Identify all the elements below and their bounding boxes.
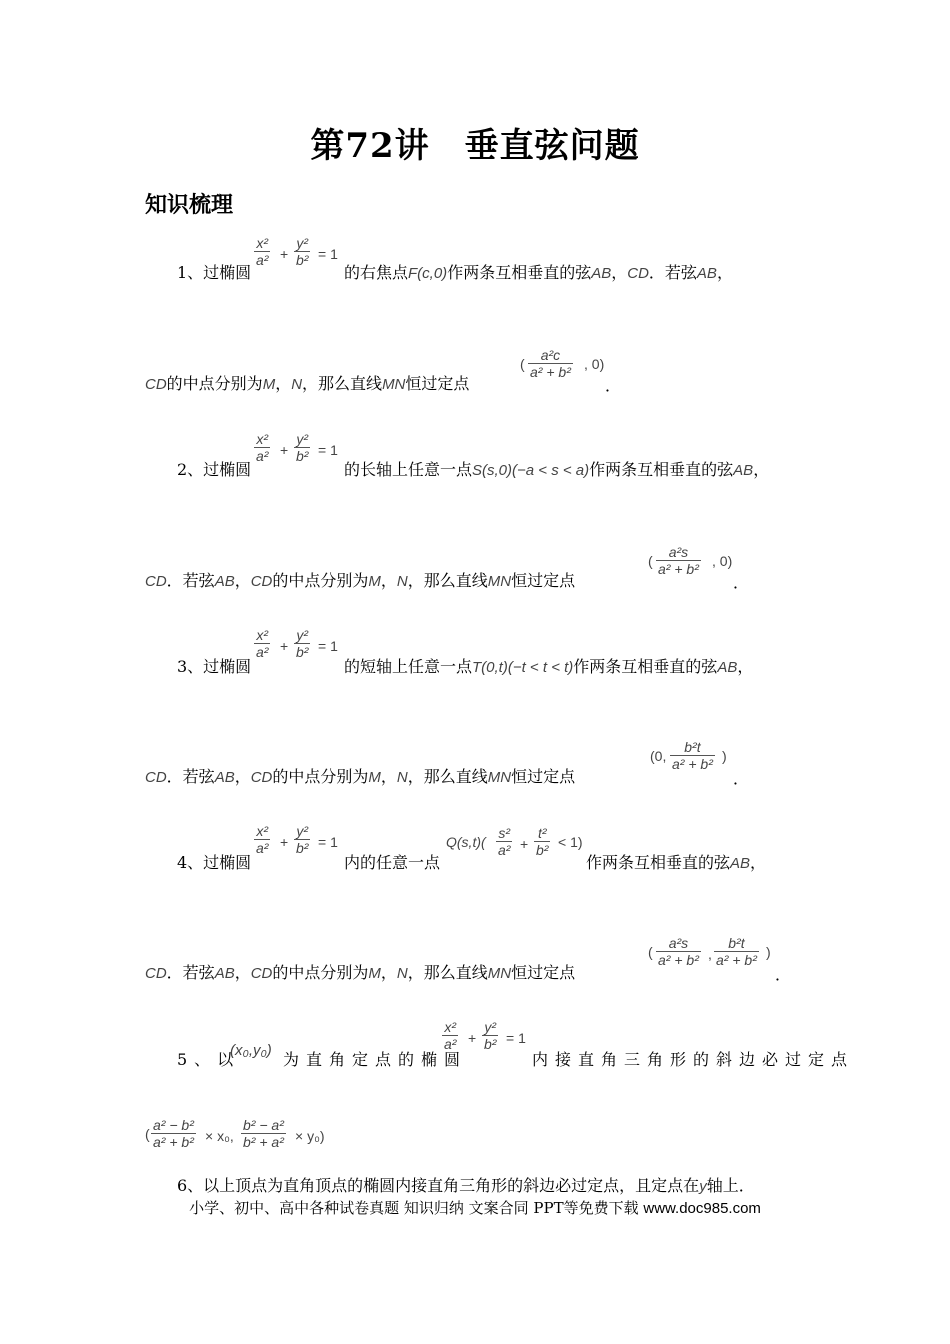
- page-title: 第72讲 垂直弦问题: [310, 126, 640, 166]
- fixed-point-1: ( $\frac{\text{a²c}}{\text{a² + b²}}$ , 0): [520, 347, 605, 380]
- ellipse-equation-5: $\frac{\text{x²}}{\text{a²}}$ + $\frac{\text{y²}}{\text{b²}}$ = 1: [444, 1019, 526, 1052]
- ellipse-equation-2: $\frac{\text{x²}}{\text{a²}}$ + $\frac{\text{y²}}{\text{b²}}$ = 1: [256, 431, 338, 464]
- fixed-point-4: ( $\frac{\text{a²s}}{\text{a² + b²}}$ , $\frac{\text{b²t}}{\text{a² + b²}}$ ): [648, 935, 771, 968]
- item-6: 6、以上顶点为直角顶点的椭圆内接直角三角形的斜边必过定点，且定点在y轴上．: [177, 1176, 755, 1195]
- item-2-end: ．: [733, 573, 750, 592]
- item-1-end: ．: [605, 376, 622, 395]
- item-1-line-2: CD的中点分别为M，N，那么直线MN恒过定点: [145, 374, 470, 393]
- item-2-line-2: CD．若弦AB，CD的中点分别为M，N，那么直线MN恒过定点: [145, 571, 576, 590]
- footer-link[interactable]: www.doc985.com: [643, 1200, 761, 1217]
- fixed-point-5: ( $\frac{\text{a² − b²}}{\text{a² + b²}}$ × x₀, $\frac{\text{b² − a²}}{\text{b² + a²}}$ × y₀): [145, 1117, 325, 1150]
- item-4-line-1c: 作两条互相垂直的弦AB，: [586, 853, 767, 872]
- ellipse-equation-3: $\frac{\text{x²}}{\text{a²}}$ + $\frac{\text{y²}}{\text{b²}}$ = 1: [256, 627, 338, 660]
- item-3-line-2: CD．若弦AB，CD的中点分别为M，N，那么直线MN恒过定点: [145, 767, 576, 786]
- item-5-line-1: 5、以: [177, 1050, 241, 1069]
- item-1-line-1: 1、过椭圆: [177, 263, 252, 282]
- item-4-line-1b: 内的任意一点: [344, 853, 441, 872]
- item-3-line-1: 3、过椭圆: [177, 657, 252, 676]
- item-3-end: ．: [733, 769, 750, 788]
- section-heading: 知识梳理: [145, 192, 234, 218]
- item-5-line-1c: 内接直角三角形的斜边必过定点: [532, 1050, 855, 1069]
- item-4-line-1: 4、过椭圆: [177, 853, 252, 872]
- point-x0-y0: (x₀,y₀): [230, 1042, 272, 1059]
- item-2-line-1b: 的长轴上任意一点S(s,0)(−a < s < a)作两条互相垂直的弦AB，: [344, 460, 770, 479]
- item-4-line-2: CD．若弦AB，CD的中点分别为M，N，那么直线MN恒过定点: [145, 963, 576, 982]
- item-3-line-1b: 的短轴上任意一点T(0,t)(−t < t < t)作两条互相垂直的弦AB，: [344, 657, 754, 676]
- fixed-point-2: ( $\frac{\text{a²s}}{\text{a² + b²}}$ , 0): [648, 544, 733, 577]
- point-Q-condition: Q(s,t)( $\frac{\text{s²}}{\text{a²}}$ + $\frac{\text{t²}}{\text{b²}}$ < 1): [446, 825, 583, 858]
- item-2-line-1: 2、过椭圆: [177, 460, 252, 479]
- ellipse-equation-4: $\frac{\text{x²}}{\text{a²}}$ + $\frac{\text{y²}}{\text{b²}}$ = 1: [256, 823, 338, 856]
- item-5-line-1b: 为直角定点的椭圆: [283, 1050, 468, 1069]
- fixed-point-3: (0, $\frac{\text{b²t}}{\text{a² + b²}}$ ): [650, 739, 727, 772]
- footer-text: 小学、初中、高中各种试卷真题 知识归纳 文案合同 PPT等免费下载: [189, 1199, 639, 1217]
- footer-banner: [0, 1197, 950, 1218]
- item-1-line-1b: 的右焦点F(c,0)作两条互相垂直的弦AB，CD．若弦AB，: [344, 263, 733, 282]
- ellipse-equation-1: $\frac{\text{x²}}{\text{a²}}$ + $\frac{\text{y²}}{\text{b²}}$ = 1: [256, 235, 338, 268]
- item-4-end: ．: [775, 965, 792, 984]
